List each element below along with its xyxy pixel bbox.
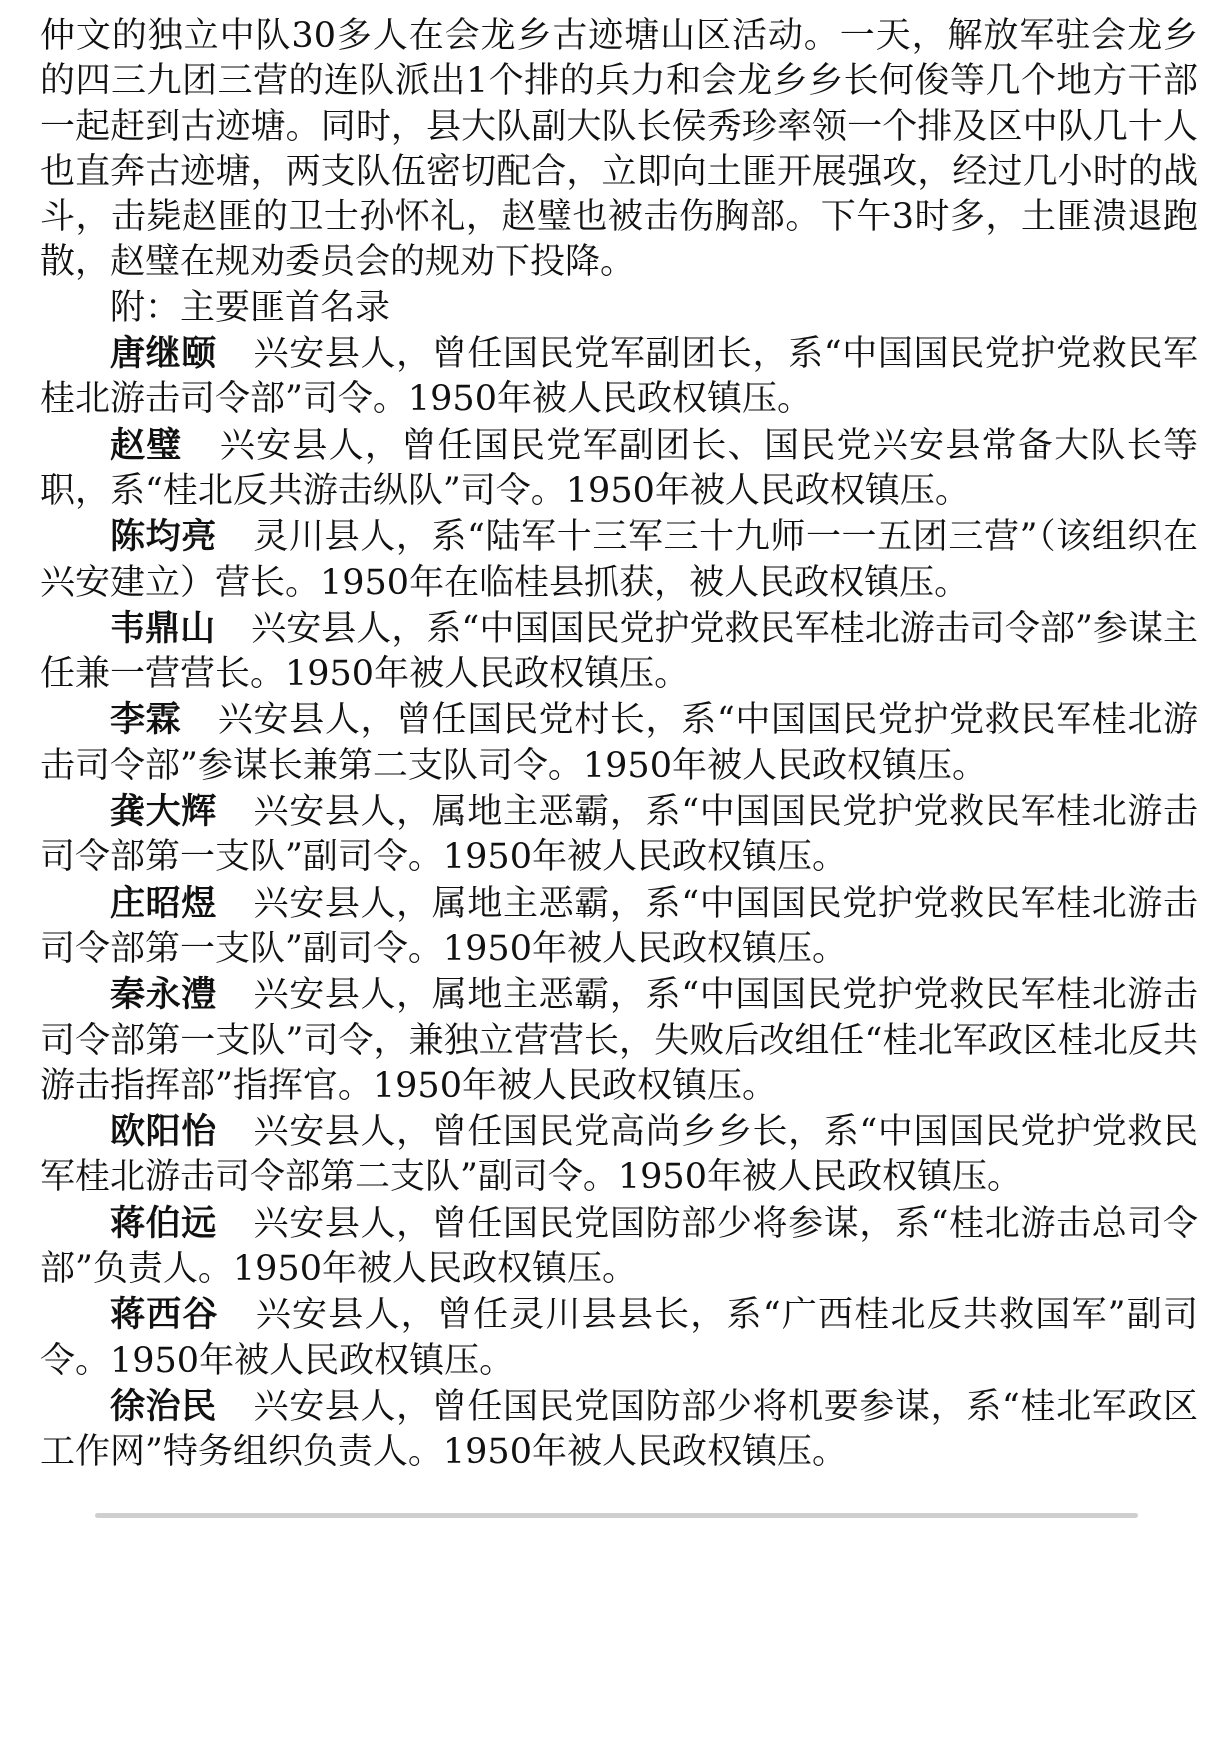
entry-text: 兴安县人，曾任国民党国防部少将参谋，系“桂北游击总司令部”负责人。1950年被人民政权镇压。 [40, 1203, 1198, 1290]
entry-name: 唐继颐 [110, 333, 217, 375]
entry-text: 兴安县人，曾任国民党村长，系“中国国民党护党救民军桂北游击司令部”参谋长兼第二支队司令。1950年被人民政权镇压。 [40, 700, 1198, 786]
intro-paragraph: 仲文的独立中队30多人在会龙乡古迹塘山区活动。一天，解放军驻会龙乡的四三九团三营的连队派出1个排的兵力和会龙乡乡长何俊等几个地方干部一起赶到古迹塘。同时，县大队副大队长侯秀珍率领一个排及区中队几十人也直奔古迹塘，两支队伍密切配合，立即向土匪开展强攻，经过几小时的战斗，击毙赵匪的卫士孙怀礼，赵璧也被击伤胸部。下午3时多，土匪溃退跑散，赵璧在规劝委员会的规劝下投降。 [40, 16, 1198, 283]
entry [40, 1292, 1198, 1384]
entry [40, 1201, 1198, 1293]
entry-name: 欧阳怡 [110, 1111, 217, 1153]
entry-name: 赵璧 [110, 424, 183, 466]
entry [40, 423, 1198, 515]
entry-text: 兴安县人，系“中国国民党护党救民军桂北游击司令部”参谋主任兼一营营长。1950年被人民政权镇压。 [40, 608, 1198, 695]
entry-text: 兴安县人，曾任国民党军副团长、国民党兴安县常备大队长等职，系“桂北反共游击纵队”司令。1950年被人民政权镇压。 [40, 425, 1198, 511]
entry [40, 514, 1198, 606]
section-divider [95, 1513, 1138, 1518]
entry [40, 972, 1198, 1109]
entry-text: 兴安县人，曾任国民党高尚乡乡长，系“中国国民党护党救民军桂北游击司令部第二支队”副司令。1950年被人民政权镇压。 [40, 1112, 1198, 1198]
entry-name: 陈均亮 [110, 516, 217, 558]
entry-name: 韦鼎山 [110, 607, 216, 649]
entry [40, 1384, 1198, 1476]
entry-text: 灵川县人，系“陆军十三军三十九师一一五团三营”（该组织在兴安建立）营长。1950年在临桂县抓获，被人民政权镇压。 [40, 517, 1198, 603]
entry [40, 1109, 1198, 1201]
entry [40, 881, 1198, 973]
entry-name: 李霖 [110, 699, 182, 741]
entry-name: 徐治民 [110, 1385, 217, 1427]
entry-name: 龚大辉 [110, 791, 217, 833]
entry [40, 331, 1198, 423]
entry-name: 蒋西谷 [110, 1294, 219, 1336]
document-page [40, 0, 1198, 1476]
entry-name: 秦永澧 [110, 974, 217, 1016]
entry [40, 789, 1198, 881]
entry [40, 697, 1198, 789]
entry-text: 兴安县人，属地主恶霸，系“中国国民党护党救民军桂北游击司令部第一支队”副司令。1950年被人民政权镇压。 [40, 883, 1198, 969]
entry-name: 庄昭煜 [110, 882, 217, 924]
entry [40, 606, 1198, 698]
entry-text: 兴安县人，属地主恶霸，系“中国国民党护党救民军桂北游击司令部第一支队”司令，兼独立营营长，失败后改组任“桂北军政区桂北反共游击指挥部”指挥官。1950年被人民政权镇压。 [40, 975, 1198, 1106]
entry-text: 兴安县人，属地主恶霸，系“中国国民党护党救民军桂北游击司令部第一支队”副司令。1950年被人民政权镇压。 [40, 792, 1198, 878]
entry-text: 兴安县人，曾任国民党军副团长，系“中国国民党护党救民军桂北游击司令部”司令。1950年被人民政权镇压。 [40, 334, 1198, 420]
entry-name: 蒋伯远 [110, 1202, 217, 1244]
entry-text: 兴安县人，曾任国民党国防部少将机要参谋，系“桂北军政区工作网”特务组织负责人。1950年被人民政权镇压。 [40, 1386, 1198, 1473]
document-body [40, 0, 1198, 1476]
appendix-heading: 附：主要匪首名录 [110, 287, 391, 328]
entry-text: 兴安县人，曾任灵川县县长，系“广西桂北反共救国军”副司令。1950年被人民政权镇压。 [40, 1295, 1198, 1381]
